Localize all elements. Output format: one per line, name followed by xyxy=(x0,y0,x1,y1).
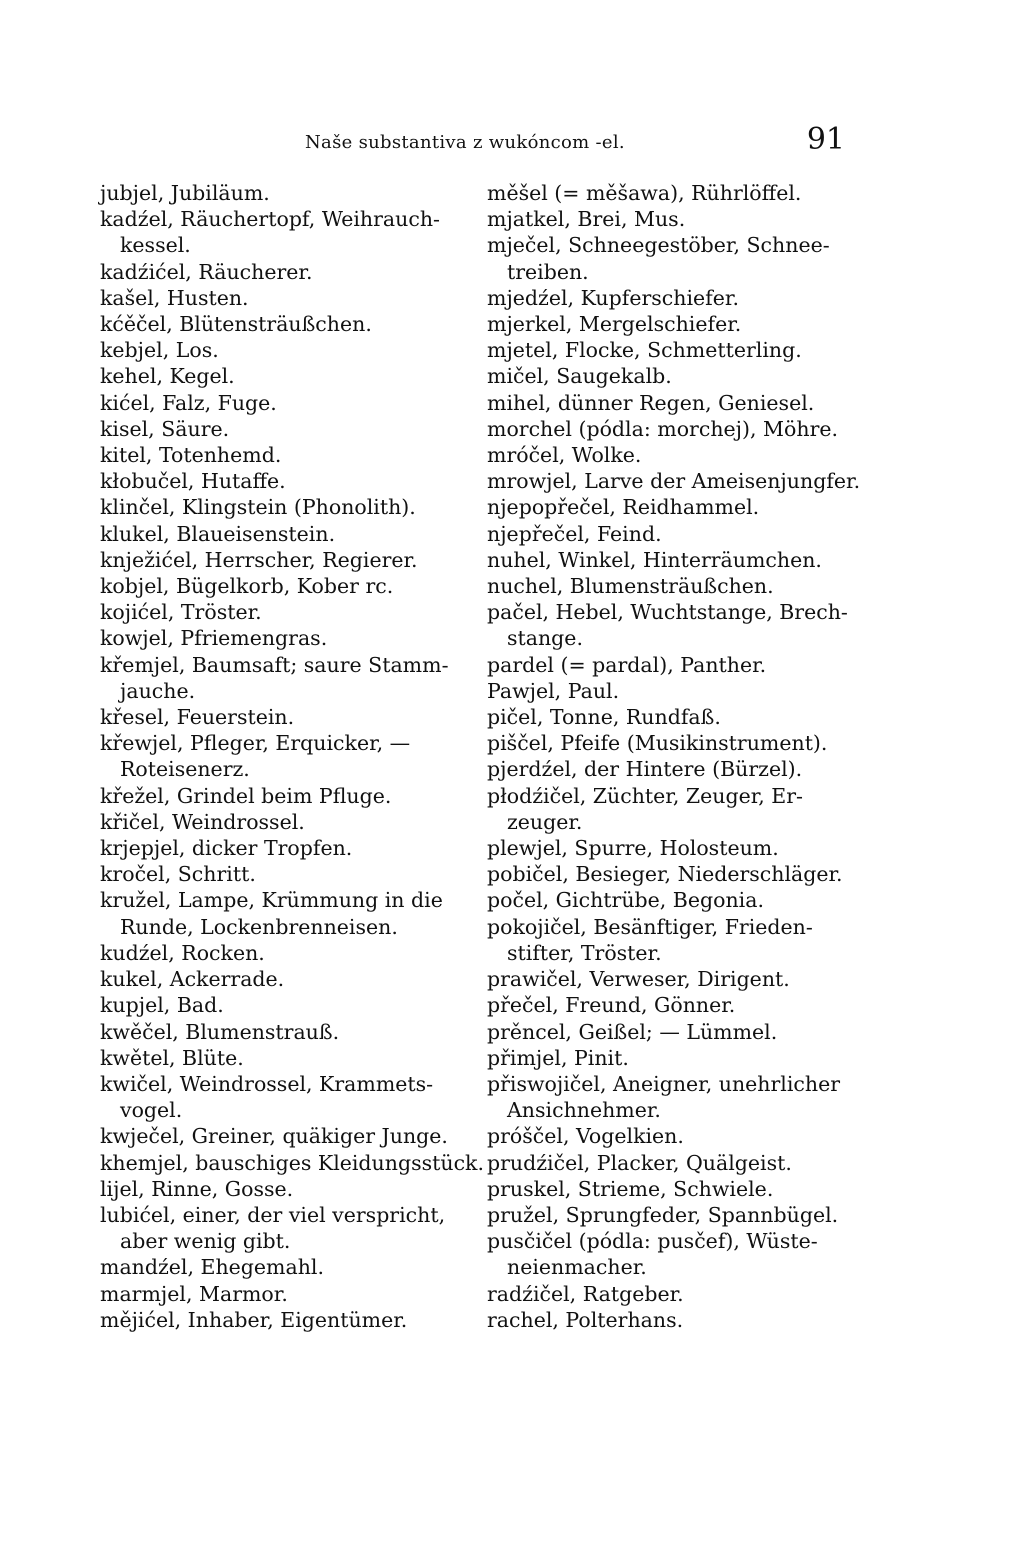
dictionary-entry xyxy=(487,1071,867,1123)
dictionary-entry xyxy=(487,494,867,520)
entry-text: kružel, Lampe, Krümmung in die xyxy=(100,888,443,913)
entry-text: měšel (= měšawa), Rührlöffel. xyxy=(487,181,802,205)
dictionary-entry xyxy=(487,311,867,337)
dictionary-entry xyxy=(100,390,480,416)
entry-continuation: treiben. xyxy=(507,259,589,284)
entry-text: mjatkel, Brei, Mus. xyxy=(487,207,686,232)
entry-text: kročel, Schritt. xyxy=(100,862,256,887)
dictionary-entry xyxy=(100,1254,480,1280)
entry-text: mrowjel, Larve der Ameisenjungfer. xyxy=(487,469,861,494)
dictionary-entry xyxy=(487,1281,867,1307)
entry-text: křewjel, Pfleger, Erquicker, — xyxy=(100,731,411,756)
dictionary-entry xyxy=(100,1281,480,1307)
dictionary-entry xyxy=(100,1123,480,1149)
entry-text: kadźićel, Räucherer. xyxy=(100,259,313,284)
running-title: Naše substantiva z wukóncom -el. xyxy=(305,132,625,153)
entry-continuation: Roteisenerz. xyxy=(120,757,250,782)
entry-text: piščel, Pfeife (Musikinstrument). xyxy=(487,731,828,756)
dictionary-entry xyxy=(100,259,480,285)
entry-continuation: Ansichnehmer. xyxy=(507,1098,661,1123)
entry-text: mjedźel, Kupferschiefer. xyxy=(487,285,739,310)
entry-continuation: stange. xyxy=(507,626,583,651)
dictionary-entry xyxy=(100,285,480,311)
dictionary-entry xyxy=(100,1150,484,1176)
entry-text: křežel, Grindel beim Pfluge. xyxy=(100,783,392,808)
entry-text: plewjel, Spurre, Holosteum. xyxy=(487,836,779,861)
dictionary-entry xyxy=(100,180,480,206)
dictionary-entry xyxy=(100,1176,480,1202)
dictionary-entry xyxy=(487,783,867,835)
entry-text: mróčel, Wolke. xyxy=(487,443,642,468)
dictionary-entry xyxy=(487,416,867,442)
entry-text: pjerdźel, der Hintere (Bürzel). xyxy=(487,757,803,782)
entry-text: pruskel, Strieme, Schwiele. xyxy=(487,1176,774,1201)
entry-text: kowjel, Pfriemengras. xyxy=(100,626,328,651)
entry-text: khemjel, bauschiges Kleidungsstück. xyxy=(100,1150,484,1175)
dictionary-entry xyxy=(487,1307,867,1333)
entry-text: kobjel, Bügelkorb, Kober rc. xyxy=(100,574,394,599)
dictionary-entry xyxy=(100,311,480,337)
entry-text: nuchel, Blumensträußchen. xyxy=(487,574,774,599)
entry-text: přečel, Freund, Gönner. xyxy=(487,993,736,1018)
entry-text: próščel, Vogelkien. xyxy=(487,1124,684,1149)
dictionary-entry xyxy=(100,625,480,651)
page-header xyxy=(305,122,845,162)
dictionary-entry xyxy=(100,1019,480,1045)
entry-continuation: jauche. xyxy=(120,678,196,703)
dictionary-entry xyxy=(487,1228,867,1280)
dictionary-entry xyxy=(100,730,480,782)
dictionary-entry xyxy=(100,573,480,599)
entry-text: pačel, Hebel, Wuchtstange, Brech- xyxy=(487,600,848,625)
dictionary-entry xyxy=(487,1123,867,1149)
dictionary-entry xyxy=(487,363,867,389)
entry-text: lijel, Rinne, Gosse. xyxy=(100,1176,294,1201)
dictionary-entry xyxy=(487,206,867,232)
entry-text: prudźičel, Placker, Quälgeist. xyxy=(487,1150,792,1175)
dictionary-entry xyxy=(100,652,480,704)
dictionary-entry xyxy=(100,966,480,992)
entry-continuation: zeuger. xyxy=(507,809,583,834)
dictionary-entry xyxy=(100,1202,480,1254)
dictionary-entry xyxy=(100,1307,480,1333)
entry-text: kisel, Säure. xyxy=(100,416,230,441)
entry-text: lubićel, einer, der viel verspricht, xyxy=(100,1202,446,1227)
entry-text: pičel, Tonne, Rundfaß. xyxy=(487,705,721,730)
entry-text: Pawjel, Paul. xyxy=(487,678,620,703)
entry-text: pružel, Sprungfeder, Spannbügel. xyxy=(487,1202,839,1227)
entry-text: mičel, Saugekalb. xyxy=(487,364,672,389)
entry-text: mjerkel, Mergelschiefer. xyxy=(487,312,742,337)
entry-text: morchel (pódla: morchej), Möhre. xyxy=(487,416,839,441)
dictionary-entry xyxy=(487,914,867,966)
dictionary-entry xyxy=(487,704,867,730)
dictionary-entry xyxy=(487,180,867,206)
dictionary-entry xyxy=(487,285,867,311)
entry-text: kupjel, Bad. xyxy=(100,993,224,1018)
entry-text: pobičel, Besieger, Niederschläger. xyxy=(487,862,843,887)
dictionary-entry xyxy=(100,547,480,573)
entry-text: nuhel, Winkel, Hinterräumchen. xyxy=(487,547,822,572)
dictionary-entry xyxy=(487,573,867,599)
dictionary-entry xyxy=(100,206,480,258)
entry-text: křičel, Weindrossel. xyxy=(100,809,305,834)
dictionary-entry xyxy=(487,521,867,547)
dictionary-entry xyxy=(487,468,867,494)
entry-continuation: vogel. xyxy=(120,1098,183,1123)
dictionary-entry xyxy=(100,1045,480,1071)
entry-text: klinčel, Klingstein (Phonolith). xyxy=(100,495,416,520)
dictionary-entry xyxy=(100,521,480,547)
dictionary-entry xyxy=(487,1045,867,1071)
dictionary-entry xyxy=(100,442,480,468)
entry-text: płodźičel, Züchter, Zeuger, Er- xyxy=(487,783,803,808)
dictionary-entry xyxy=(487,442,867,468)
dictionary-entry xyxy=(487,835,867,861)
entry-text: kojićel, Tröster. xyxy=(100,600,262,625)
dictionary-entry xyxy=(487,1019,867,1045)
entry-text: kićel, Falz, Fuge. xyxy=(100,390,277,415)
entry-text: kwječel, Greiner, quäkiger Junge. xyxy=(100,1124,448,1149)
entry-text: kudźel, Rocken. xyxy=(100,940,265,965)
dictionary-entry xyxy=(100,416,480,442)
page-number: 91 xyxy=(806,122,845,157)
entry-text: kłobučel, Hutaffe. xyxy=(100,469,286,494)
entry-text: kukel, Ackerrade. xyxy=(100,967,285,992)
dictionary-entry xyxy=(100,599,480,625)
entry-text: přimjel, Pinit. xyxy=(487,1045,629,1070)
entry-text: kehel, Kegel. xyxy=(100,364,235,389)
entry-text: křesel, Feuerstein. xyxy=(100,705,295,730)
entry-text: mječel, Schneegestöber, Schnee- xyxy=(487,233,830,258)
entry-text: mihel, dünner Regen, Geniesel. xyxy=(487,390,815,415)
entry-text: prawičel, Verweser, Dirigent. xyxy=(487,967,790,992)
dictionary-entry xyxy=(487,992,867,1018)
entry-text: njepřečel, Feind. xyxy=(487,521,662,546)
dictionary-entry xyxy=(100,1071,480,1123)
left-column xyxy=(100,180,484,1333)
dictionary-entry xyxy=(487,547,867,573)
entry-text: kašel, Husten. xyxy=(100,285,249,310)
entry-continuation: neienmacher. xyxy=(507,1255,647,1280)
entry-text: kwětel, Blüte. xyxy=(100,1045,244,1070)
dictionary-entry xyxy=(487,232,867,284)
entry-text: prěncel, Geißel; — Lümmel. xyxy=(487,1019,778,1044)
dictionary-entry xyxy=(487,599,867,651)
entry-text: marmjel, Marmor. xyxy=(100,1281,288,1306)
right-column xyxy=(487,180,867,1333)
dictionary-entry xyxy=(487,678,867,704)
entry-text: knježićel, Herrscher, Regierer. xyxy=(100,547,418,572)
entry-continuation: stifter, Tröster. xyxy=(507,940,662,965)
entry-text: kebjel, Los. xyxy=(100,338,219,363)
dictionary-entry xyxy=(487,1202,867,1228)
dictionary-entry xyxy=(487,1150,867,1176)
entry-text: kadźel, Räuchertopf, Weihrauch- xyxy=(100,207,440,232)
entry-text: pusčičel (pódla: pusčef), Wüste- xyxy=(487,1229,818,1254)
entry-text: křemjel, Baumsaft; saure Stamm- xyxy=(100,652,449,677)
dictionary-entry xyxy=(487,730,867,756)
entry-text: mějićel, Inhaber, Eigentümer. xyxy=(100,1307,408,1332)
dictionary-entry xyxy=(487,756,867,782)
entry-continuation: aber wenig gibt. xyxy=(120,1229,291,1254)
entry-text: krjepjel, dicker Tropfen. xyxy=(100,836,353,861)
entry-text: kwičel, Weindrossel, Krammets- xyxy=(100,1071,434,1096)
entry-text: radźičel, Ratgeber. xyxy=(487,1281,684,1306)
entry-continuation: kessel. xyxy=(120,233,191,258)
dictionary-entry xyxy=(487,887,867,913)
dictionary-entry xyxy=(100,992,480,1018)
dictionary-entry xyxy=(100,809,480,835)
entry-text: kwěčel, Blumenstrauß. xyxy=(100,1019,340,1044)
entry-text: mandźel, Ehegemahl. xyxy=(100,1255,324,1280)
entry-text: přiswojičel, Aneigner, unehrlicher xyxy=(487,1071,841,1096)
dictionary-entry xyxy=(100,337,480,363)
dictionary-entry xyxy=(100,835,480,861)
dictionary-entry xyxy=(100,468,480,494)
entry-text: kitel, Totenhemd. xyxy=(100,443,282,468)
dictionary-entry xyxy=(100,363,480,389)
dictionary-entry xyxy=(100,494,480,520)
dictionary-entry xyxy=(487,652,867,678)
dictionary-entry xyxy=(487,966,867,992)
entry-continuation: Runde, Lockenbrenneisen. xyxy=(120,914,398,939)
entry-text: pardel (= pardal), Panther. xyxy=(487,652,767,677)
dictionary-entry xyxy=(487,1176,867,1202)
dictionary-entry xyxy=(100,940,480,966)
entry-text: počel, Gichtrübe, Begonia. xyxy=(487,888,764,913)
dictionary-entry xyxy=(487,861,867,887)
dictionary-entry xyxy=(100,704,480,730)
dictionary-entry xyxy=(100,887,480,939)
entry-text: mjetel, Flocke, Schmetterling. xyxy=(487,338,802,363)
entry-text: klukel, Blaueisenstein. xyxy=(100,521,336,546)
entry-text: rachel, Polterhans. xyxy=(487,1307,684,1332)
dictionary-entry xyxy=(487,337,867,363)
entry-text: pokojičel, Besänftiger, Frieden- xyxy=(487,914,813,939)
dictionary-entry xyxy=(487,390,867,416)
entry-text: njepopřečel, Reidhammel. xyxy=(487,495,760,520)
entry-text: kćěčel, Blütensträußchen. xyxy=(100,312,372,337)
dictionary-entry xyxy=(100,783,480,809)
dictionary-entry xyxy=(100,861,480,887)
entry-text: jubjel, Jubiläum. xyxy=(100,181,270,205)
